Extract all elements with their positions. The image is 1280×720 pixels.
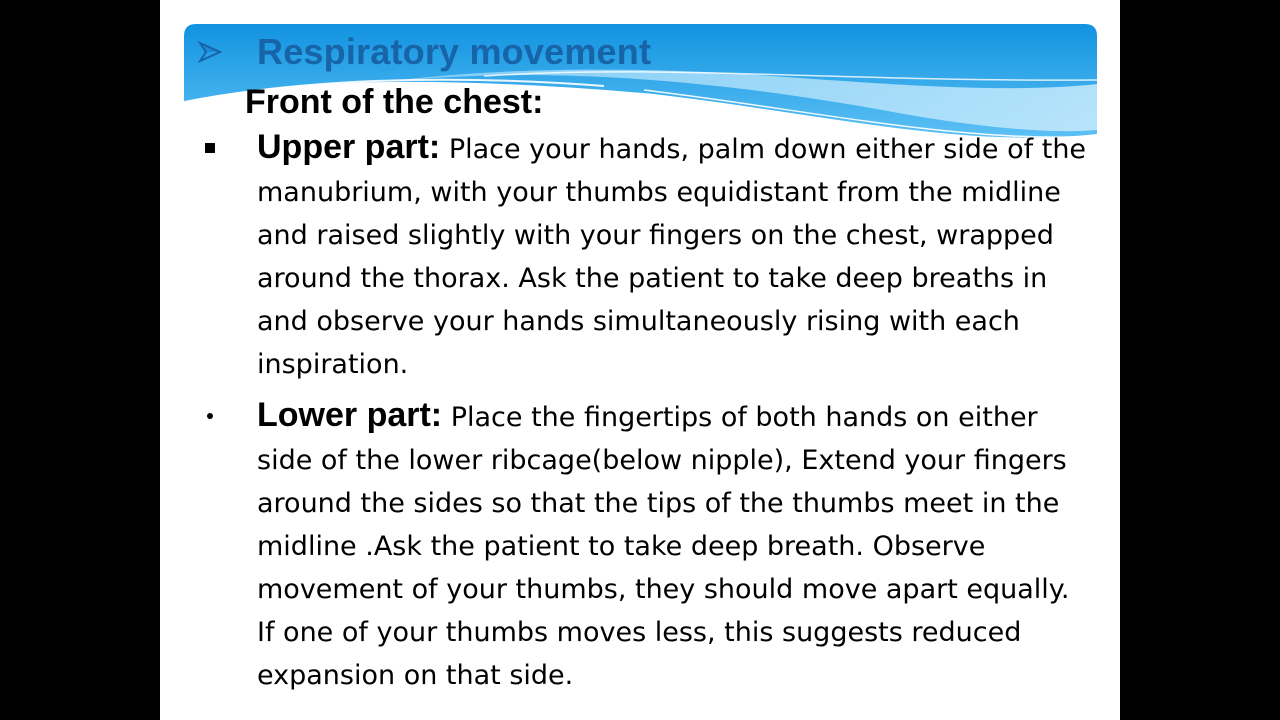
arrow-bullet-icon — [198, 40, 222, 64]
slide-content — [160, 126, 1120, 697]
bullet-upper-part — [160, 126, 1120, 386]
round-bullet-icon — [200, 394, 220, 437]
bullet-lower-part — [160, 394, 1120, 697]
slide — [160, 0, 1120, 720]
bullet-lead: Lower part: — [257, 396, 443, 434]
bullet-text: Place your hands, palm down either side of the manubrium, with your thumbs equidistant from the midline and raised slightly with your fingers on the chest, wrapped around the thorax. Ask the patient to take deep breaths in and observe your hands simultaneously rising with each inspiration. — [257, 134, 1087, 380]
bullet-text: Place the fingertips of both hands on either side of the lower ribcage(below nipple), Extend your fingers around the sides so that the tips of the thumbs meet in the midline .Ask the patient to take deep breath. Observe movement of your thumbs, they should move apart equally. If one of your thumbs moves less, this suggests reduced expansion on that side. — [257, 402, 1070, 691]
bullet-lead: Upper part: — [257, 128, 441, 166]
subheading: Front of the chest: — [245, 83, 544, 121]
title-row — [198, 30, 651, 74]
slide-title: Respiratory movement — [257, 31, 652, 72]
square-bullet-icon — [200, 126, 220, 169]
